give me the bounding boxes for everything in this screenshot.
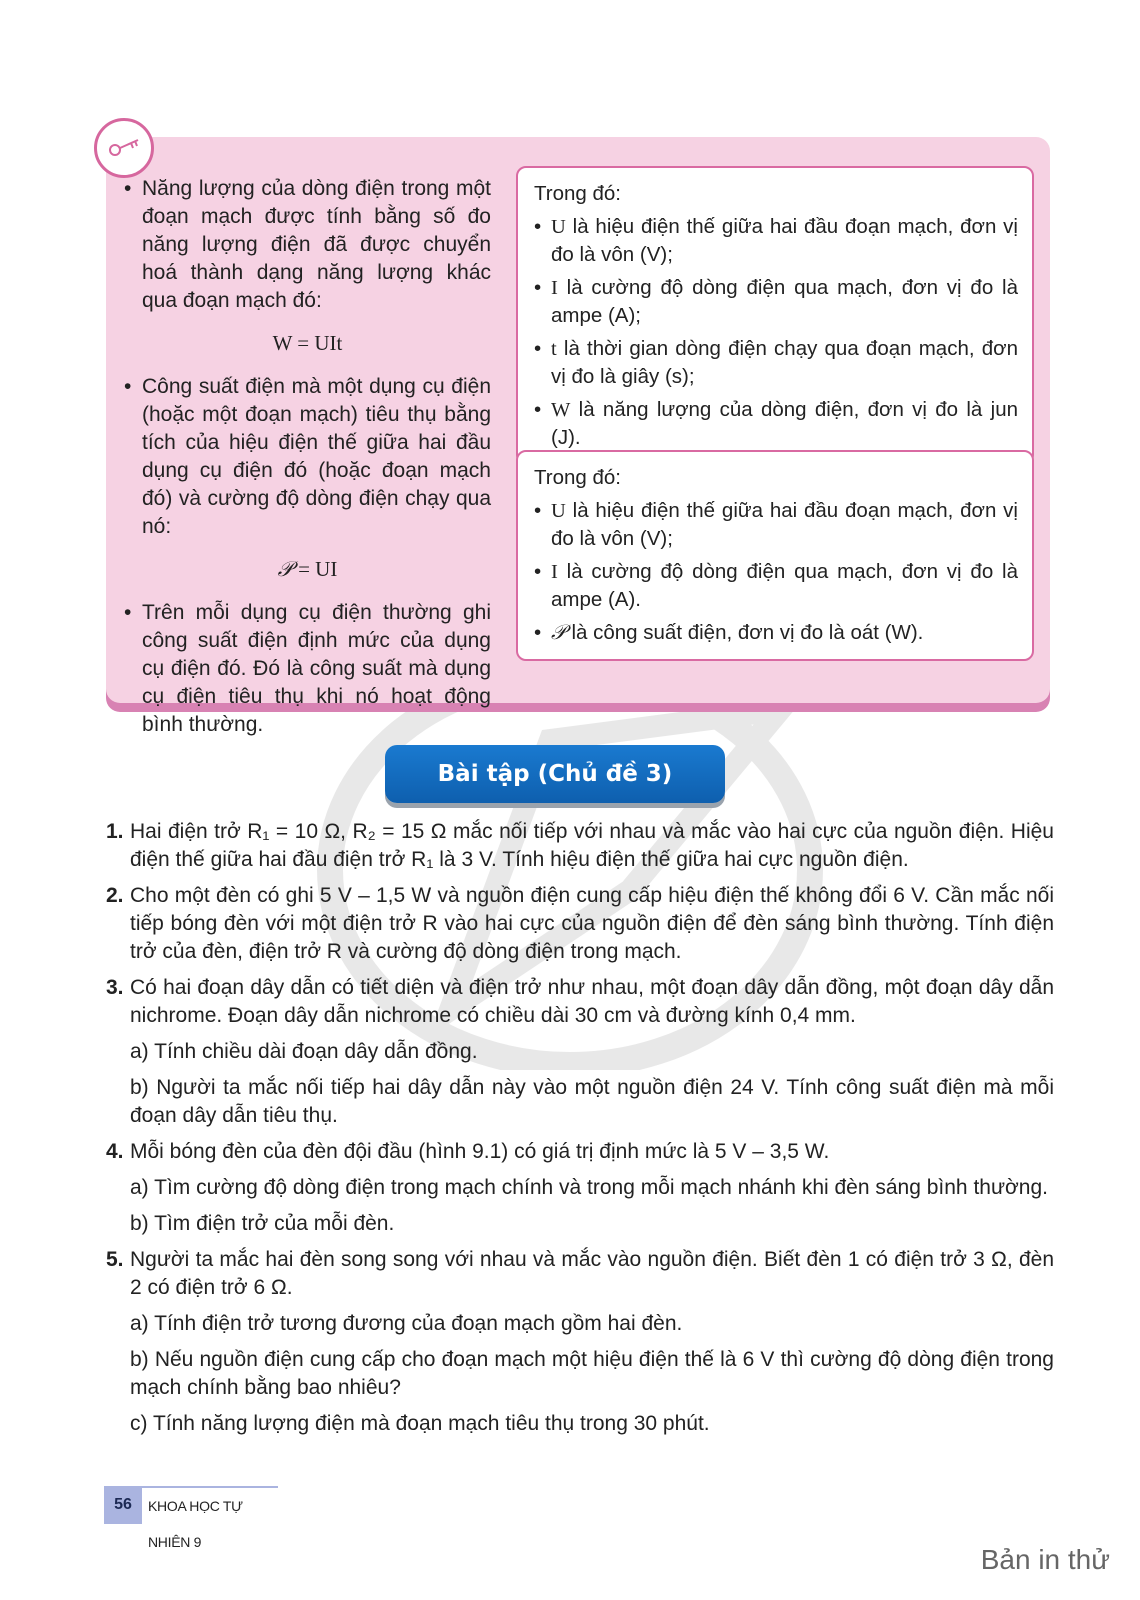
note-text: là thời gian dòng điện chạy qua đoạn mạch, đơn vị đo là giây (s); [551,337,1018,388]
symbol: I [551,277,558,299]
note-item [534,558,1018,613]
symbol: 𝒫 [551,622,566,644]
note-lead: Trong đó: [534,466,621,489]
exercise-list [106,818,1054,1446]
symbol: U [551,216,566,238]
exercise-text: Có hai đoạn dây dẫn có tiết diện và điện trở như nhau, một đoạn dây dẫn đồng, một đoạn dây dẫn nichrome. Đoạn dây dẫn nichrome có chiều dài 30 cm và đường kính 0,4 mm. [130,976,1054,1027]
book-title: KHOA HỌC TỰ NHIÊN 9 [142,1486,278,1524]
exercise-text: Người ta mắc hai đèn song song với nhau và mắc vào nguồn điện. Biết đèn 1 có điện trở 3 Ω, đèn 2 có điện trở 6 Ω. [130,1248,1054,1299]
exercise-sub: a) Tính điện trở tương đương của đoạn mạch gồm hai đèn. [130,1312,683,1335]
key-icon [94,118,154,178]
note-item [534,396,1018,451]
exercise-sub: b) Người ta mắc nối tiếp hai dây dẫn này vào một nguồn điện 24 V. Tính công suất điện mà mỗi đoạn dây dẫn tiêu thụ. [130,1076,1054,1127]
exercise-text: Hai điện trở R₁ = 10 Ω, R₂ = 15 Ω mắc nối tiếp với nhau và mắc vào hai cực của nguồn điện. Hiệu điện thế giữa hai đầu điện trở R₁ là 3 V. Tính hiệu điện thế giữa hai cực nguồn điện. [130,820,1054,871]
exercise-sub: b) Nếu nguồn điện cung cấp cho đoạn mạch một hiệu điện thế là 6 V thì cường độ dòng điện trong mạch chính bằng bao nhiêu? [130,1348,1054,1399]
note-item [534,274,1018,329]
symbol: I [551,561,558,583]
note-lead: Trong đó: [534,182,621,205]
exercise-2 [106,882,1054,966]
exercise-1 [106,818,1054,874]
exercise-sub: b) Tìm điện trở của mỗi đèn. [130,1212,395,1235]
note-item [534,619,1018,647]
formula-power-rest: = UI [292,557,338,581]
note-text: là cường độ dòng điện qua mạch, đơn vị đo là ampe (A). [551,560,1018,611]
summary-bullet: • Công suất điện mà một dụng cụ điện (hoặc một đoạn mạch) tiêu thụ bằng tích của hiệu điện thế giữa hai đầu dụng cụ điện đó (hoặc đoạn mạch đó) và cường độ dòng điện chạy qua nó: [124,373,491,541]
exercise-text: Cho một đèn có ghi 5 V – 1,5 W và nguồn điện cung cấp hiệu điện thế không đổi 6 V. Cần mắc nối tiếp bóng đèn với một điện trở R vào hai cực của nguồn điện để đèn sáng bình thường. Tính điện trở của đèn, điện trở R và cường độ dòng điện trong mạch. [130,884,1054,963]
exercise-sub: a) Tính chiều dài đoạn dây dẫn đồng. [130,1040,478,1063]
summary-bullet: • Trên mỗi dụng cụ điện thường ghi công suất điện định mức của dụng cụ điện đó. Đó là công suất mà dụng cụ điện tiêu thụ khi nó hoạt động bình thường. [124,599,491,739]
page-number: 56 [104,1486,142,1524]
exercise-number: 5. [106,1248,124,1271]
note-item [534,335,1018,390]
exercise-4 [106,1138,1054,1166]
symbol: U [551,500,566,522]
note-item [534,213,1018,268]
note-text: là công suất điện, đơn vị đo là oát (W). [565,621,924,644]
exercise-sub: a) Tìm cường độ dòng điện trong mạch chính và trong mỗi mạch nhánh khi đèn sáng bình thường. [130,1176,1048,1199]
formula-power [124,555,491,583]
note-box-power [516,450,1034,661]
summary-bullet: • Năng lượng của dòng điện trong một đoạn mạch được tính bằng số đo năng lượng điện đã được chuyển hoá thành dạng năng lượng khác qua đoạn mạch đó: [124,175,491,315]
exercise-5 [106,1246,1054,1302]
exercise-number: 3. [106,976,124,999]
exercise-number: 1. [106,820,124,843]
note-text: là hiệu điện thế giữa hai đầu đoạn mạch, đơn vị đo là vôn (V); [551,499,1018,550]
note-text: là cường độ dòng điện qua mạch, đơn vị đo là ampe (A); [551,276,1018,327]
note-text: là hiệu điện thế giữa hai đầu đoạn mạch, đơn vị đo là vôn (V); [551,215,1018,266]
formula-energy: W = UIt [272,331,343,355]
section-title: Bài tập (Chủ đề 3) [385,745,725,803]
power-symbol: 𝒫 [277,557,293,581]
note-text: là năng lượng của dòng điện, đơn vị đo là jun (J). [551,398,1018,449]
note-box-energy [516,166,1034,465]
summary-left-column [124,175,491,739]
exercise-sub: c) Tính năng lượng điện mà đoạn mạch tiêu thụ trong 30 phút. [130,1412,710,1435]
page-footer [104,1486,278,1550]
exercise-3 [106,974,1054,1030]
exercise-text: Mỗi bóng đèn của đèn đội đầu (hình 9.1) có giá trị định mức là 5 V – 3,5 W. [130,1140,830,1163]
symbol: t [551,338,557,360]
note-item [534,497,1018,552]
symbol: W [551,399,571,421]
exercise-number: 2. [106,884,124,907]
exercise-number: 4. [106,1140,124,1163]
draft-mark: Bản in thử [980,1544,1110,1575]
